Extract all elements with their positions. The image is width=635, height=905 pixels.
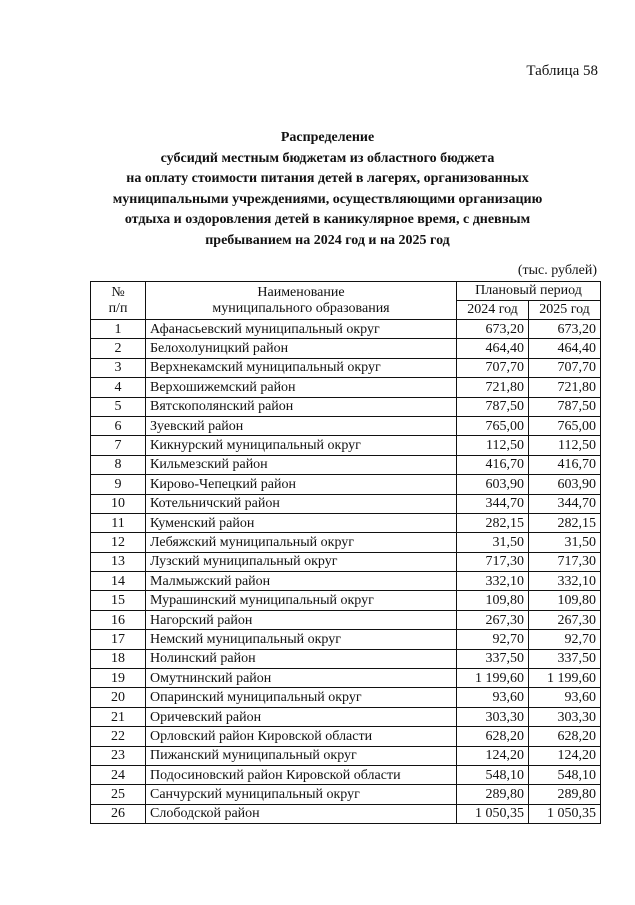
row-value-2024: 717,30: [457, 552, 529, 571]
table-row: [91, 416, 601, 435]
row-name: Котельничский район: [146, 494, 457, 513]
row-number: 13: [91, 552, 146, 571]
row-name: Лебяжский муниципальный округ: [146, 533, 457, 552]
row-value-2024: 112,50: [457, 436, 529, 455]
row-name: Кикнурский муниципальный округ: [146, 436, 457, 455]
row-number: 25: [91, 785, 146, 804]
row-number: 6: [91, 416, 146, 435]
row-value-2024: 124,20: [457, 746, 529, 765]
units-label: (тыс. рублей): [517, 263, 597, 278]
row-name: Нолинский район: [146, 649, 457, 668]
document-title: [40, 128, 615, 252]
row-name: Верхнекамский муниципальный округ: [146, 358, 457, 377]
row-value-2024: 92,70: [457, 630, 529, 649]
row-value-2025: 717,30: [529, 552, 601, 571]
row-number: 11: [91, 513, 146, 532]
header-number: [91, 282, 146, 320]
row-name: Немский муниципальный округ: [146, 630, 457, 649]
row-value-2025: 1 050,35: [529, 804, 601, 823]
title-line: отдыха и оздоровления детей в каникулярное время, с дневным: [124, 212, 531, 228]
row-number: 15: [91, 591, 146, 610]
row-name: Малмыжский район: [146, 572, 457, 591]
table-row: [91, 378, 601, 397]
row-value-2024: 303,30: [457, 707, 529, 726]
header-name-line2: муниципального образования: [212, 300, 390, 316]
table-row: [91, 727, 601, 746]
table-row: [91, 649, 601, 668]
row-value-2025: 765,00: [529, 416, 601, 435]
header-number-line1: №: [111, 284, 125, 300]
row-name: Лузский муниципальный округ: [146, 552, 457, 571]
row-number: 5: [91, 397, 146, 416]
row-name: Орловский район Кировской области: [146, 727, 457, 746]
header-number-line2: п/п: [108, 300, 128, 316]
row-value-2025: 603,90: [529, 475, 601, 494]
row-value-2025: 289,80: [529, 785, 601, 804]
row-number: 23: [91, 746, 146, 765]
table-row: [91, 513, 601, 532]
table-row: [91, 591, 601, 610]
row-value-2025: 673,20: [529, 320, 601, 339]
row-value-2025: 109,80: [529, 591, 601, 610]
row-value-2024: 707,70: [457, 358, 529, 377]
header-name: [146, 282, 457, 320]
row-name: Зуевский район: [146, 416, 457, 435]
row-value-2024: 548,10: [457, 765, 529, 784]
row-value-2024: 603,90: [457, 475, 529, 494]
table-row: [91, 475, 601, 494]
row-value-2025: 124,20: [529, 746, 601, 765]
row-value-2024: 337,50: [457, 649, 529, 668]
row-number: 19: [91, 669, 146, 688]
row-number: 10: [91, 494, 146, 513]
row-value-2024: 464,40: [457, 339, 529, 358]
header-year-2024: 2024 год: [457, 301, 529, 320]
row-name: Подосиновский район Кировской области: [146, 765, 457, 784]
table-row: [91, 494, 601, 513]
row-value-2024: 282,15: [457, 513, 529, 532]
row-value-2025: 721,80: [529, 378, 601, 397]
title-line: муниципальными учреждениями, осуществляющими организацию: [112, 191, 543, 207]
table-row: [91, 397, 601, 416]
table-label: Таблица 58: [526, 63, 598, 79]
row-value-2025: 332,10: [529, 572, 601, 591]
row-value-2024: 628,20: [457, 727, 529, 746]
header-row: [91, 282, 601, 301]
row-value-2025: 787,50: [529, 397, 601, 416]
table-row: [91, 610, 601, 629]
row-value-2025: 112,50: [529, 436, 601, 455]
row-value-2025: 416,70: [529, 455, 601, 474]
table-row: [91, 552, 601, 571]
row-value-2025: 303,30: [529, 707, 601, 726]
row-value-2025: 628,20: [529, 727, 601, 746]
row-value-2025: 548,10: [529, 765, 601, 784]
row-value-2025: 707,70: [529, 358, 601, 377]
row-number: 2: [91, 339, 146, 358]
header-year-2025: 2025 год: [529, 301, 601, 320]
row-value-2025: 31,50: [529, 533, 601, 552]
row-value-2024: 1 050,35: [457, 804, 529, 823]
row-name: Кильмезский район: [146, 455, 457, 474]
table-row: [91, 358, 601, 377]
table-row: [91, 455, 601, 474]
row-value-2024: 267,30: [457, 610, 529, 629]
row-name: Нагорский район: [146, 610, 457, 629]
row-number: 7: [91, 436, 146, 455]
row-value-2024: 673,20: [457, 320, 529, 339]
table-row: [91, 533, 601, 552]
row-number: 9: [91, 475, 146, 494]
title-line: на оплату стоимости питания детей в лагерях, организованных: [126, 171, 529, 187]
table-row: [91, 572, 601, 591]
row-name: Кирово-Чепецкий район: [146, 475, 457, 494]
table-row: [91, 688, 601, 707]
row-number: 3: [91, 358, 146, 377]
row-number: 22: [91, 727, 146, 746]
row-value-2025: 464,40: [529, 339, 601, 358]
row-value-2025: 92,70: [529, 630, 601, 649]
table-row: [91, 804, 601, 823]
table-row: [91, 669, 601, 688]
subsidy-table: [90, 281, 601, 824]
row-name: Санчурский муниципальный округ: [146, 785, 457, 804]
row-number: 18: [91, 649, 146, 668]
row-name: Оричевский район: [146, 707, 457, 726]
table-row: [91, 320, 601, 339]
table-row: [91, 785, 601, 804]
row-name: Вятскополянский район: [146, 397, 457, 416]
row-value-2024: 109,80: [457, 591, 529, 610]
row-name: Опаринский муниципальный округ: [146, 688, 457, 707]
row-value-2024: 93,60: [457, 688, 529, 707]
row-value-2024: 416,70: [457, 455, 529, 474]
row-number: 1: [91, 320, 146, 339]
row-name: Пижанский муниципальный округ: [146, 746, 457, 765]
row-value-2024: 765,00: [457, 416, 529, 435]
row-name: Мурашинский муниципальный округ: [146, 591, 457, 610]
row-value-2025: 282,15: [529, 513, 601, 532]
row-name: Белохолуницкий район: [146, 339, 457, 358]
row-value-2025: 344,70: [529, 494, 601, 513]
row-value-2025: 1 199,60: [529, 669, 601, 688]
row-name: Слободской район: [146, 804, 457, 823]
row-number: 24: [91, 765, 146, 784]
table-body: [91, 320, 601, 824]
row-name: Омутнинский район: [146, 669, 457, 688]
row-name: Афанасьевский муниципальный округ: [146, 320, 457, 339]
header-name-line1: Наименование: [257, 284, 345, 300]
table-row: [91, 746, 601, 765]
row-value-2025: 267,30: [529, 610, 601, 629]
row-number: 4: [91, 378, 146, 397]
row-number: 20: [91, 688, 146, 707]
row-name: Куменский район: [146, 513, 457, 532]
table-row: [91, 630, 601, 649]
row-value-2025: 337,50: [529, 649, 601, 668]
row-value-2024: 289,80: [457, 785, 529, 804]
header-period: Плановый период: [457, 282, 601, 301]
table-row: [91, 339, 601, 358]
row-value-2024: 31,50: [457, 533, 529, 552]
row-number: 14: [91, 572, 146, 591]
row-number: 8: [91, 455, 146, 474]
row-value-2024: 721,80: [457, 378, 529, 397]
row-value-2024: 344,70: [457, 494, 529, 513]
row-number: 26: [91, 804, 146, 823]
row-value-2025: 93,60: [529, 688, 601, 707]
row-value-2024: 1 199,60: [457, 669, 529, 688]
table-row: [91, 765, 601, 784]
row-name: Верхошижемский район: [146, 378, 457, 397]
title-line: субсидий местным бюджетам из областного бюджета: [160, 150, 495, 166]
row-number: 17: [91, 630, 146, 649]
table-row: [91, 436, 601, 455]
row-value-2024: 787,50: [457, 397, 529, 416]
row-number: 16: [91, 610, 146, 629]
row-number: 12: [91, 533, 146, 552]
title-line: Распределение: [280, 130, 375, 145]
row-value-2024: 332,10: [457, 572, 529, 591]
row-number: 21: [91, 707, 146, 726]
title-line: пребыванием на 2024 год и на 2025 год: [205, 232, 450, 248]
table-row: [91, 707, 601, 726]
